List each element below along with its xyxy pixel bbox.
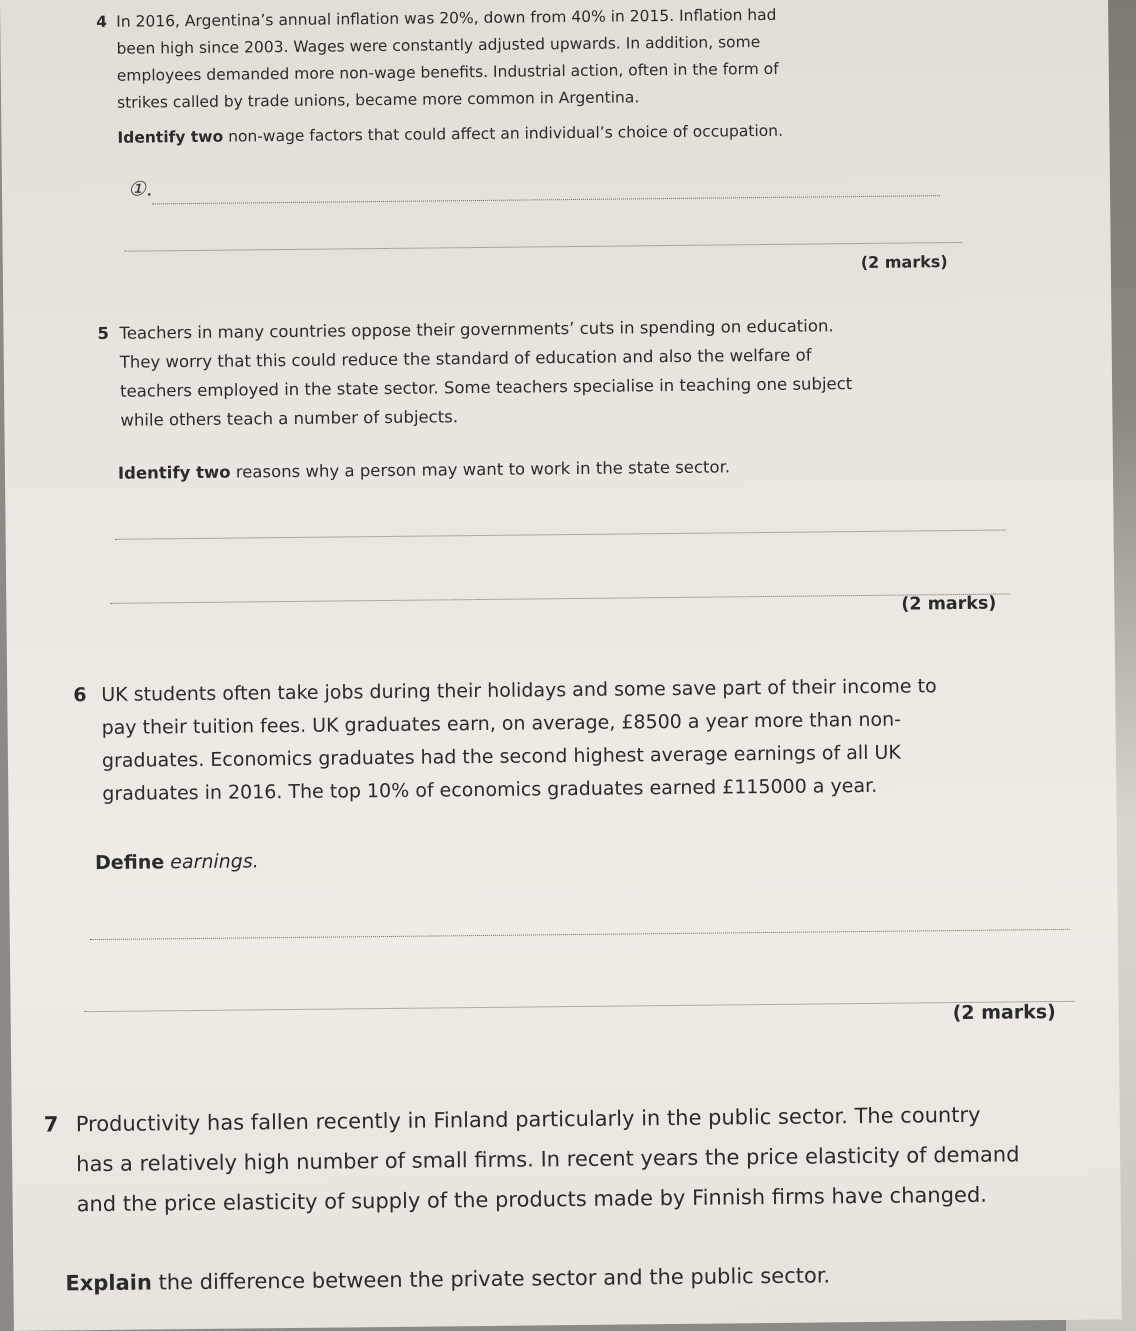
question-number: 4	[96, 12, 108, 31]
command-word: Identify two	[117, 462, 231, 483]
question-4-command	[117, 122, 783, 147]
answer-line[interactable]	[85, 1001, 1075, 1012]
question-text-line: and the price elasticity of supply of the products made by Finnish firms have changed.	[76, 1182, 988, 1217]
question-text-line: graduates in 2016. The top 10% of economics graduates earned £115000 a year.	[102, 774, 878, 805]
marks-label: (2 marks)	[901, 593, 997, 615]
handwritten-mark: ①.	[127, 176, 153, 201]
question-number: 5	[97, 323, 110, 343]
question-text-line: pay their tuition fees. UK graduates earn, on average, £8500 a year more than non-	[101, 708, 902, 739]
answer-line[interactable]	[116, 529, 1006, 539]
question-text-line: They worry that this could reduce the standard of education and also the welfare of	[119, 345, 812, 372]
command-word: Identify two	[117, 127, 224, 147]
command-word: Define	[94, 851, 165, 875]
question-5	[97, 310, 1000, 435]
question-5-command	[118, 457, 730, 482]
answer-line[interactable]	[125, 242, 963, 252]
answer-line[interactable]	[90, 929, 1070, 940]
marks-label: (2 marks)	[860, 252, 948, 272]
question-text-line: while others teach a number of subjects.	[120, 407, 459, 430]
question-text-line: Productivity has fallen recently in Finland particularly in the public sector. The country	[75, 1102, 981, 1137]
answer-line[interactable]	[110, 593, 1010, 603]
command-text: non-wage factors that could affect an individual’s choice of occupation.	[223, 121, 784, 146]
answer-line[interactable]	[152, 195, 940, 204]
question-7-command	[65, 1263, 830, 1295]
question-text-line: UK students often take jobs during their holidays and some save part of their income to	[101, 675, 937, 706]
question-6	[73, 669, 1022, 811]
command-text: earnings.	[164, 850, 259, 874]
question-number: 7	[43, 1112, 59, 1137]
question-text-line: teachers employed in the state sector. Some teachers specialise in teaching one subject	[120, 374, 853, 401]
command-text: reasons why a person may want to work in the state sector.	[230, 457, 731, 482]
question-text-line: employees demanded more non-wage benefits. Industrial action, often in the form of	[116, 59, 779, 85]
question-text-line: been high since 2003. Wages were constantly adjusted upwards. In addition, some	[116, 33, 761, 58]
question-text-line: has a relatively high number of small firms. In recent years the price elasticity of demand	[76, 1142, 1020, 1177]
question-text-line: Teachers in many countries oppose their governments’ cuts in spending on education.	[119, 316, 834, 343]
question-number: 6	[73, 684, 87, 707]
question-text-line: In 2016, Argentina’s annual inflation was 20%, down from 40% in 2015. Inflation had	[116, 5, 777, 31]
command-word: Explain	[65, 1270, 153, 1296]
question-4	[96, 0, 917, 116]
question-text-line: graduates. Economics graduates had the second highest average earnings of all UK	[101, 741, 901, 772]
question-text-line: strikes called by trade unions, became more common in Argentina.	[116, 88, 640, 112]
marks-label: (2 marks)	[952, 1001, 1056, 1025]
question-6-command	[95, 850, 259, 874]
question-7	[43, 1094, 1097, 1225]
command-text: the difference between the private sector and the public sector.	[151, 1263, 831, 1295]
